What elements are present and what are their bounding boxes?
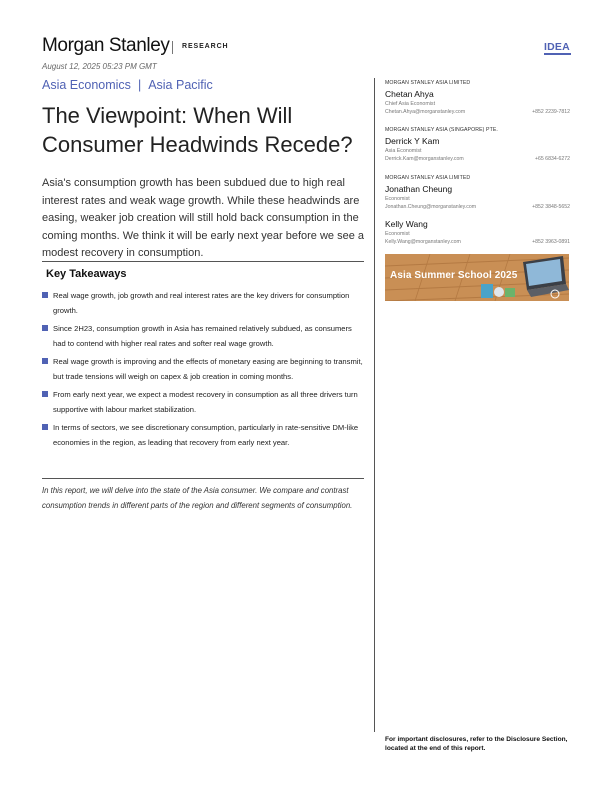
author-card (385, 175, 570, 210)
author-org: MORGAN STANLEY ASIA (SINGAPORE) PTE. (385, 127, 498, 133)
author-email[interactable]: Chetan.Ahya@morganstanley.com (385, 109, 466, 115)
category-region[interactable]: Asia Pacific (148, 78, 213, 92)
column-divider (374, 78, 375, 732)
author-org: MORGAN STANLEY ASIA LIMITED (385, 175, 471, 181)
bullet-icon (42, 391, 48, 397)
author-email[interactable]: Kelly.Wang@morganstanley.com (385, 239, 461, 245)
author-org: MORGAN STANLEY ASIA LIMITED (385, 80, 471, 86)
idea-underline (544, 53, 571, 55)
category-economics[interactable]: Asia Economics (42, 78, 131, 92)
list-item: Since 2H23, consumption growth in Asia has remained relatively subdued, as consumers had to contend with higher real rates and softer real wage growth. (42, 321, 364, 351)
author-phone: +65 6834-6272 (534, 156, 570, 162)
bullet-icon (42, 292, 48, 298)
banner-title: Asia Summer School 2025 (390, 270, 518, 281)
section-label: RESEARCH (182, 43, 229, 50)
list-item: Real wage growth, job growth and real interest rates are the key drivers for consumption growth. (42, 288, 364, 318)
author-name: Derrick Y Kam (385, 136, 440, 146)
intro-text: In this report, we will delve into the state of the Asia consumer. We compare and contrast consumption trends in different parts of the region and different segments of consumption. (42, 486, 353, 510)
list-item: From early next year, we expect a modest recovery in consumption as all three drivers turn supportive with labour market stabilization. (42, 387, 364, 417)
author-phone: +852 3848-5652 (532, 204, 570, 210)
author-email[interactable]: Jonathan.Cheung@morganstanley.com (385, 204, 477, 210)
bullet-icon (42, 358, 48, 364)
key-takeaways-heading: Key Takeaways (46, 268, 127, 280)
author-phone: +852 3963-0891 (532, 239, 570, 245)
author-name: Jonathan Cheung (385, 184, 453, 194)
author-email[interactable]: Derrick.Kam@morganstanley.com (385, 156, 464, 162)
publish-date: August 12, 2025 05:23 PM GMT (42, 62, 157, 71)
author-card (385, 216, 570, 245)
bullet-icon (42, 424, 48, 430)
author-name: Chetan Ahya (385, 89, 434, 99)
divider (42, 478, 364, 479)
author-phone: +852 2239-7812 (532, 109, 570, 115)
header-divider (172, 41, 173, 54)
author-role: Economist (385, 196, 410, 202)
author-role: Economist (385, 231, 410, 237)
report-title: The Viewpoint: When Will Consumer Headwinds Recede? (42, 103, 353, 157)
author-card (385, 127, 570, 162)
author-name: Kelly Wang (385, 219, 428, 229)
author-role: Chief Asia Economist (385, 101, 436, 107)
list-item: Real wage growth is improving and the effects of monetary easing are beginning to transmit, but trade tensions will weigh on capex & job creation in coming months. (42, 354, 364, 384)
divider (42, 261, 364, 262)
idea-tag: IDEA (544, 41, 570, 53)
list-item: In terms of sectors, we see discretionary consumption, particularly in rate-sensitive DM-like economies in the region, as leading that recovery from early next year. (42, 420, 364, 450)
author-role: Asia Economist (385, 148, 422, 154)
category-line: Asia Economics | Asia Pacific (42, 78, 213, 92)
brand-logo: Morgan Stanley (42, 35, 170, 56)
author-card (385, 80, 570, 115)
asia-summer-school-banner[interactable] (385, 254, 569, 301)
bullet-icon (42, 325, 48, 331)
key-takeaways-list (42, 288, 364, 453)
disclosure-note: For important disclosures, refer to the Disclosure Section, located at the end of this report. (385, 736, 568, 752)
report-summary: Asia's consumption growth has been subdued due to high real interest rates and weak wage growth. While these headwinds are easing, weaker job creation will still hold back consumption in the coming months. We think it will be early next year before we see a modest recovery in consumption. (42, 177, 365, 259)
